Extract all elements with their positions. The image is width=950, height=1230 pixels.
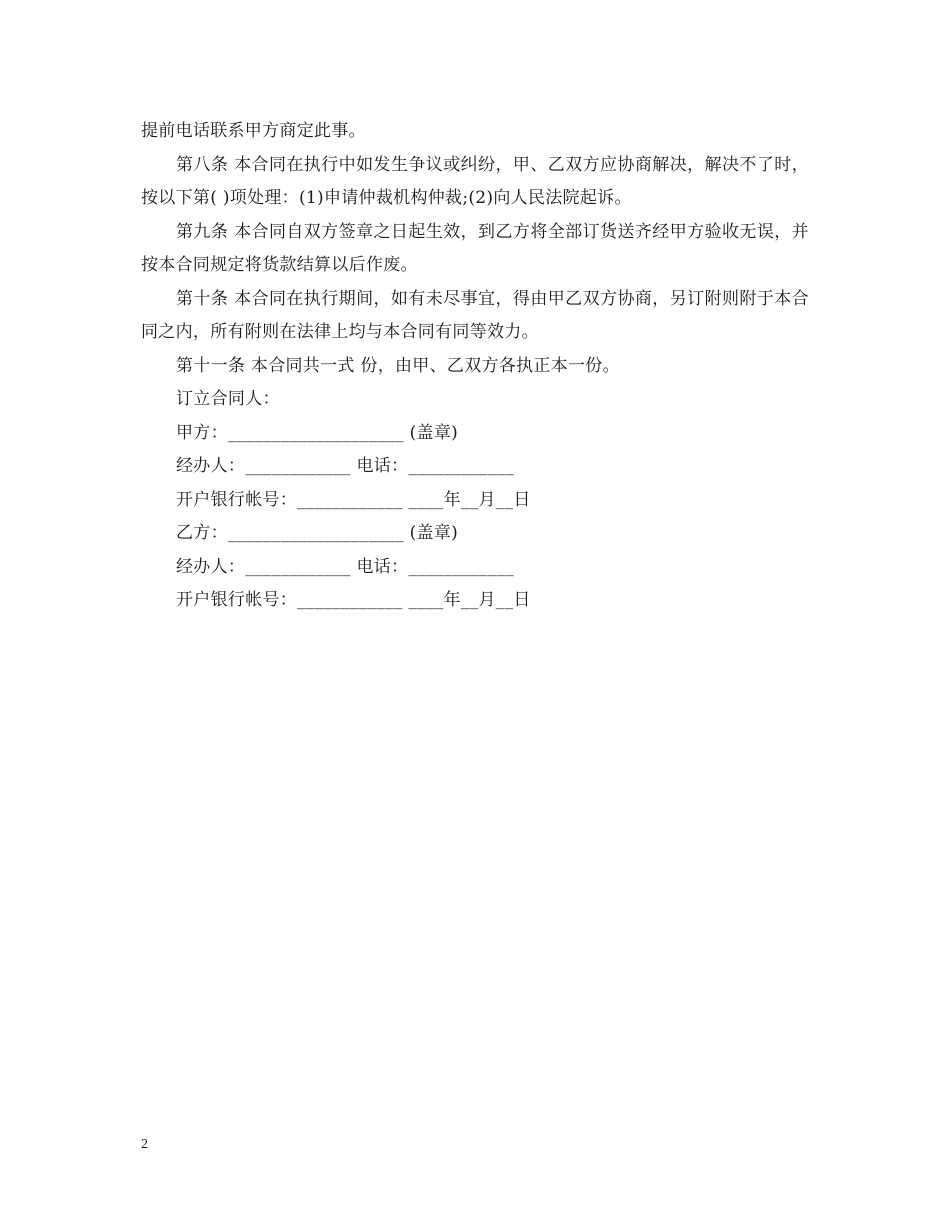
page-number: 2 <box>141 1137 148 1152</box>
party-a-line: 甲方：____________________ (盖章) <box>176 422 459 443</box>
party-a-agent-line: 经办人：____________ 电话：____________ <box>176 456 515 476</box>
paragraph-article-8: 第八条 本合同在执行中如发生争议或纠纷，甲、乙双方应协商解决，解决不了时，按以下第( )项处理：(1)申请仲裁机构仲裁;(2)向人民法院起诉。 <box>141 154 809 208</box>
party-b-agent-line: 经办人：____________ 电话：____________ <box>176 556 515 577</box>
party-b-line: 乙方：____________________ (盖章) <box>176 523 459 543</box>
party-b-bank-line: 开户银行帐号：____________ ____年__月__日 <box>176 590 531 610</box>
paragraph-article-10: 第十条 本合同在执行期间，如有未尽事宜，得由甲乙双方协商，另订附则附于本合同之内，所有附则在法律上均与本合同有同等效力。 <box>141 288 809 342</box>
document-body <box>141 115 809 618</box>
paragraph-article-11: 第十一条 本合同共一式 份，由甲、乙双方各执正本一份。 <box>176 355 620 376</box>
paragraph-article-9: 第九条 本合同自双方签章之日起生效，到乙方将全部订货送齐经甲方验收无误，并按本合同规定将货款结算以后作废。 <box>141 221 809 275</box>
signature-block <box>141 383 809 618</box>
party-a-bank-line: 开户银行帐号：____________ ____年__月__日 <box>176 489 531 510</box>
paragraph-continuation: 提前电话联系甲方商定此事。 <box>141 121 366 141</box>
signature-heading: 订立合同人： <box>176 389 280 409</box>
